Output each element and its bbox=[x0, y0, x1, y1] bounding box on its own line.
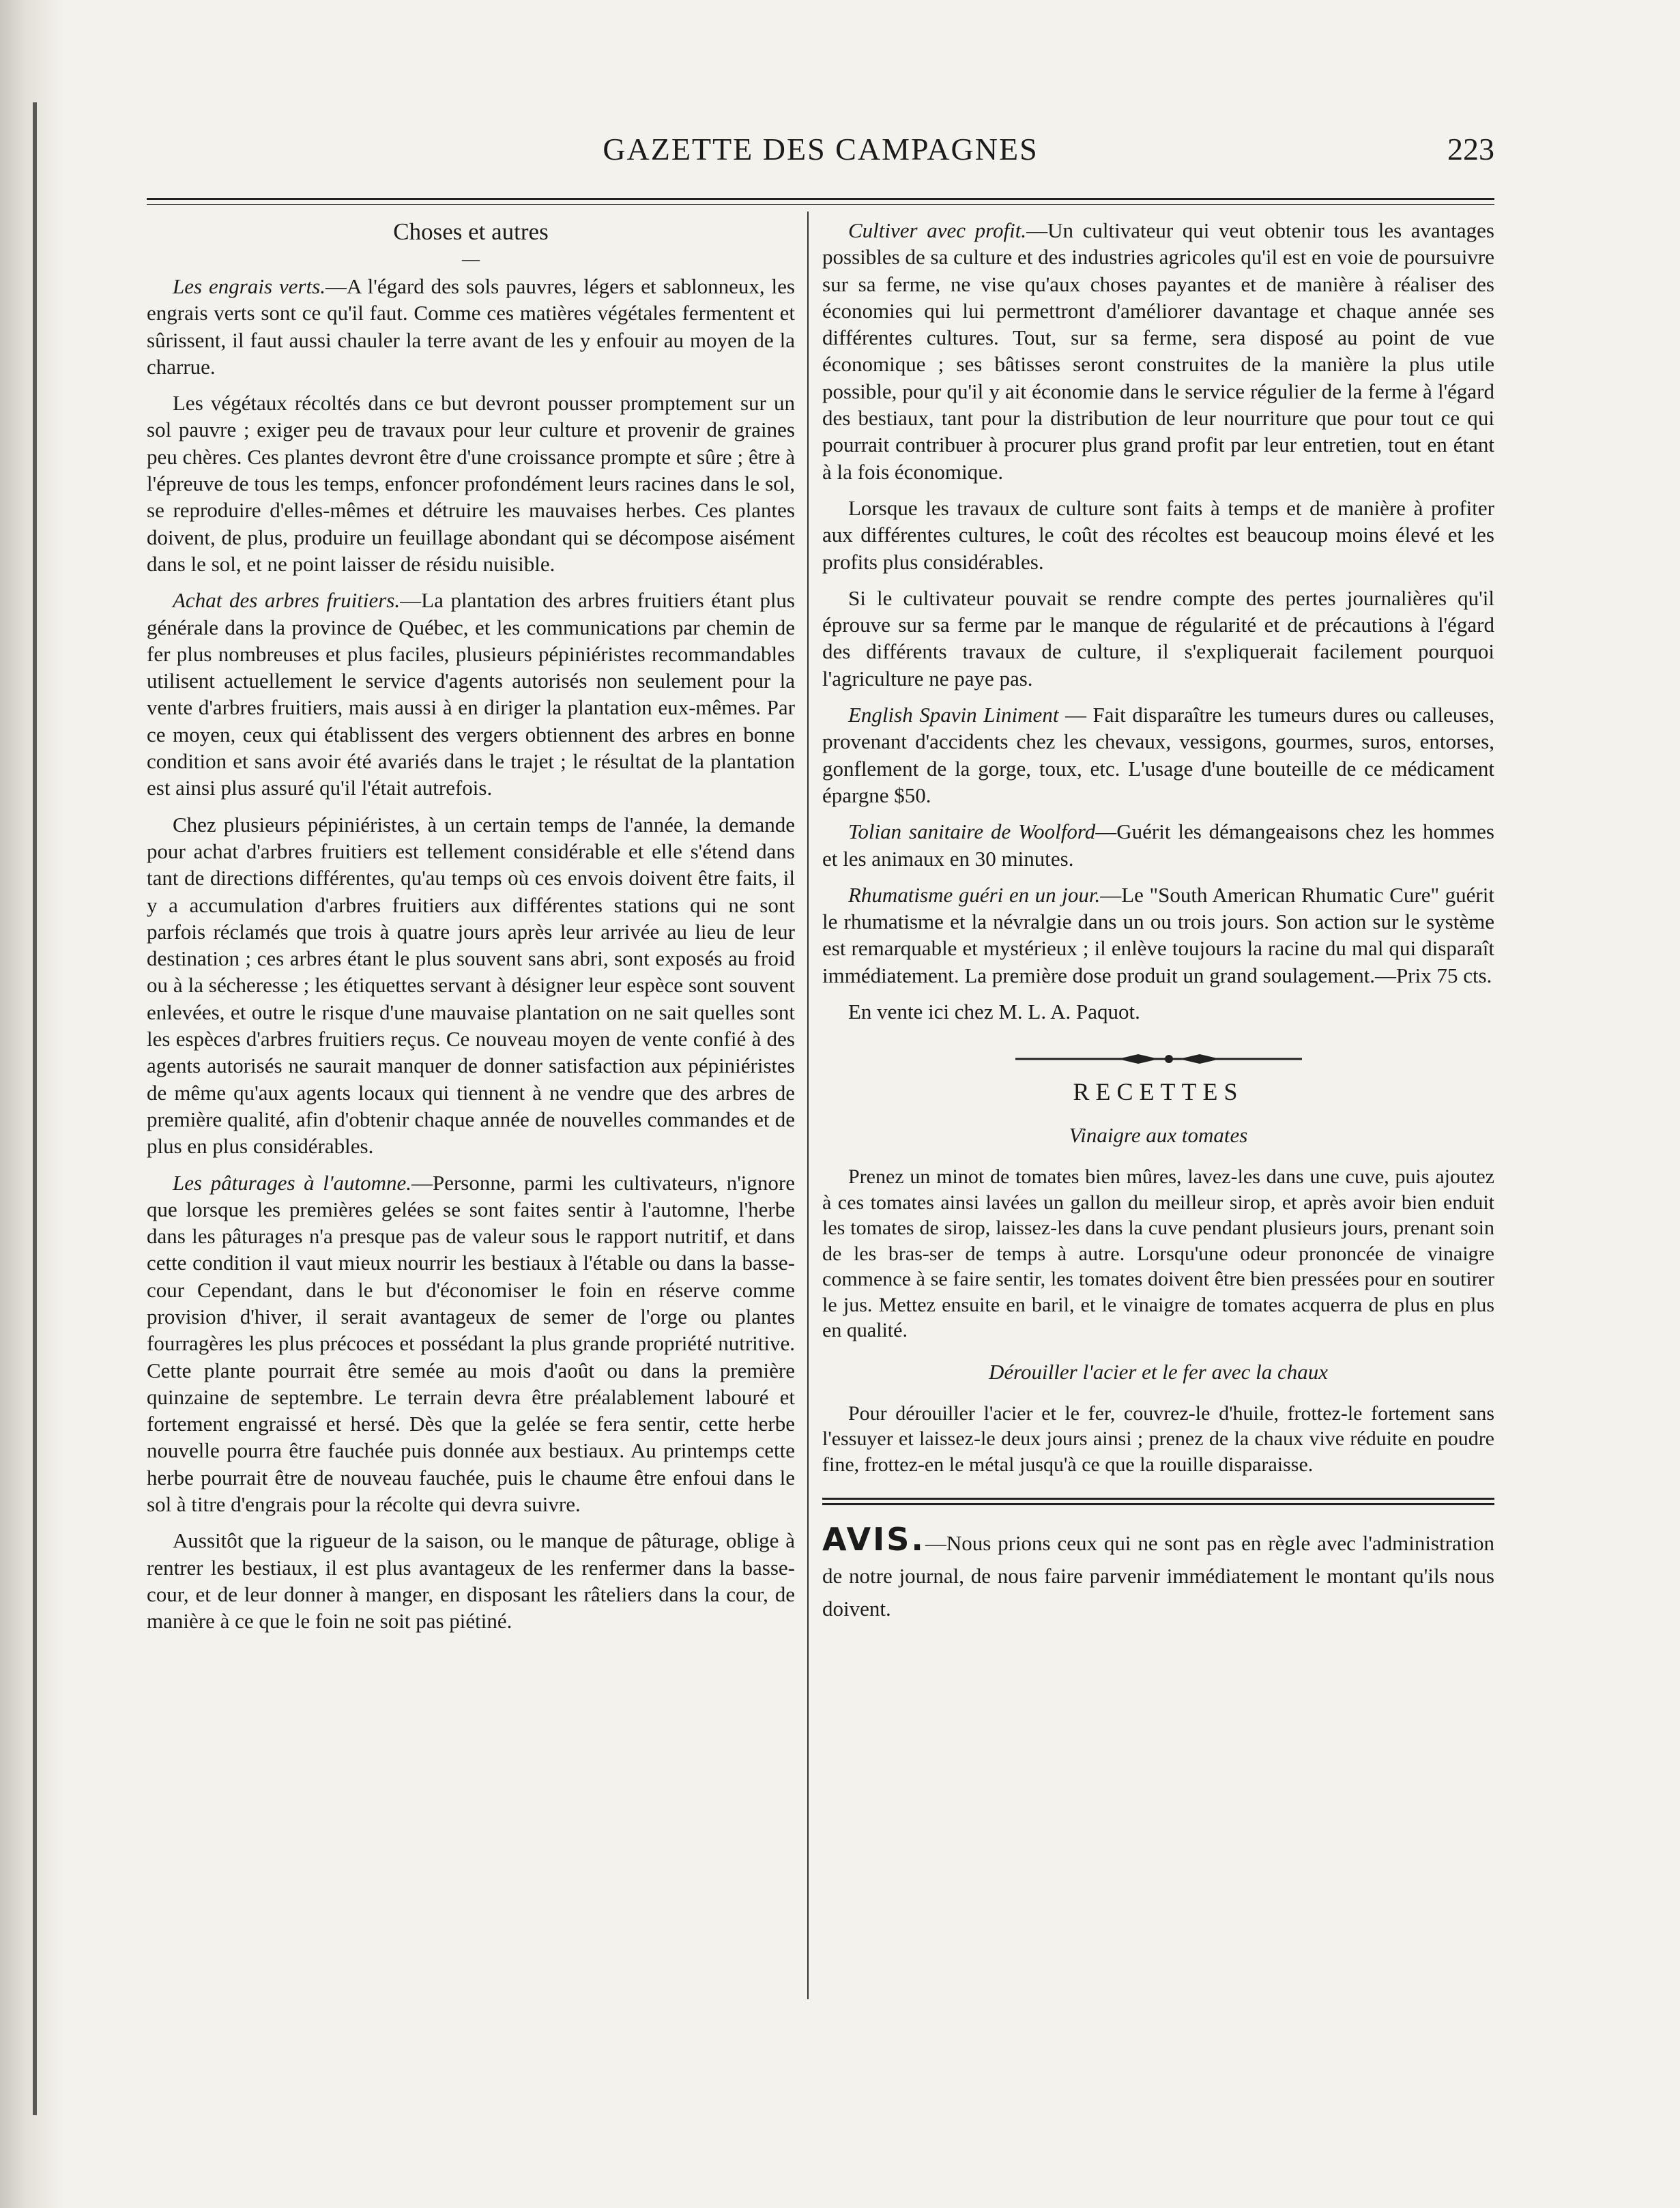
article-lead: Les engrais verts. bbox=[173, 274, 326, 298]
article-paragraph bbox=[822, 882, 1494, 989]
notice-rule bbox=[822, 1498, 1494, 1505]
article-lead: Les pâturages à l'automne. bbox=[173, 1170, 411, 1195]
ornament-rule-icon bbox=[1015, 1052, 1302, 1066]
article-text: —Le "South American Rhumatic Cure" guérit le rhumatisme et la névralgie dans un ou trois jours. Son action sur le système est remarquable et mystérieux ; il enlève toujours la racine du mal qui disparaît immédiatement. La première dose produit un grand soulagement.—Prix 75 cts. bbox=[822, 882, 1494, 987]
article-text: Lorsque les travaux de culture sont faits à temps et de manière à profiter aux différentes cultures, le coût des récoltes est beaucoup moins élevé et les profits plus considérables. bbox=[822, 495, 1494, 574]
article-paragraph bbox=[822, 998, 1494, 1025]
article-text: Si le cultivateur pouvait se rendre compte des pertes journalières qu'il éprouve sur sa ferme par le manque de régularité et de précautions à l'égard des différents travaux de culture, il s'expliquerait facilement pourquoi l'agriculture ne paye pas. bbox=[822, 585, 1494, 691]
article-paragraph bbox=[147, 1170, 795, 1518]
article-lead: Cultiver avec profit. bbox=[848, 218, 1027, 242]
article-text: —Guérit les démangeaisons chez les hommes et les animaux en 30 minutes. bbox=[822, 819, 1494, 871]
article-lead: Tolian sanitaire de Woolford bbox=[848, 819, 1096, 844]
article-lead: English Spavin Liniment bbox=[848, 703, 1059, 727]
article-lead: Rhumatisme guéri en un jour. bbox=[848, 882, 1101, 907]
article-text: —A l'égard des sols pauvres, légers et sablonneux, les engrais verts sont ce qu'il faut. Comme ces matières végétales fermentent et sûrissent, il faut aussi chauler la terre avant de les y enfouir au moyen de la charrue. bbox=[147, 274, 795, 379]
recipe-text: Prenez un minot de tomates bien mûres, lavez-les dans une cuve, puis ajoutez à ces tomates ainsi lavées un gallon du meilleur sirop, et après avoir bien enduit les tomates de sirop, laissez-les dans la cuve pendant plusieurs jours, prenant soin de les bras-ser de temps à autre. Lorsqu'une odeur prononcée de vinaigre commence à se faire sentir, les tomates doivent être bien pressées pour en soutirer le jus. Mettez ensuite en baril, et le vinaigre de tomates acquerra de plus en plus en qualité. bbox=[822, 1165, 1494, 1342]
column-divider bbox=[807, 212, 809, 1999]
article-text: Aussitôt que la rigueur de la saison, ou le manque de pâturage, oblige à rentrer les bestiaux, il est plus avantageux de les renfermer dans la basse-cour, et de leur donner à manger, en disposant les râteliers dans la cour, de manière à ce que le foin ne soit pas piétiné. bbox=[147, 1528, 795, 1633]
article-paragraph bbox=[822, 585, 1494, 692]
running-title: GAZETTE DES CAMPAGNES bbox=[603, 132, 1039, 166]
notice bbox=[822, 1523, 1494, 1625]
article-paragraph bbox=[147, 273, 795, 380]
article-text: — Fait disparaître les tumeurs dures ou calleuses, provenant d'accidents chez les chevaux, vessigons, gourmes, suros, entorses, gonflement de la gorge, toux, etc. L'usage d'une bouteille de ce médicament épargne $50. bbox=[822, 703, 1494, 807]
article-text: En vente ici chez M. L. A. Paquot. bbox=[848, 1000, 1140, 1024]
notice-label: AVIS. bbox=[822, 1521, 925, 1558]
article-text: —La plantation des arbres fruitiers étant plus générale dans la province de Québec, et les communications par chemin de fer plus nombreuses et plus faciles, plusieurs pépiniéristes recommandables utilisent actuellement le service d'agents autorisés non seulement pour la vente d'arbres fruitiers, mais aussi à en diriger la plantation eux-mêmes. Par ce moyen, ceux qui établissent des vergers obtiennent des arbres en bonne condition et sans avoir été avariés dans le trajet ; le résultat de la plantation est ainsi plus assuré qu'il l'était autrefois. bbox=[147, 588, 795, 800]
recipe-title: Vinaigre aux tomates bbox=[1069, 1123, 1248, 1148]
article-paragraph bbox=[147, 390, 795, 577]
recipe-title: Dérouiller l'acier et le fer avec la chaux bbox=[989, 1359, 1328, 1384]
title-dash: — bbox=[462, 249, 480, 269]
binding-edge bbox=[33, 102, 37, 2115]
article-paragraph bbox=[822, 818, 1494, 872]
page-header bbox=[147, 131, 1494, 172]
notice-text: —Nous prions ceux qui ne sont pas en règle avec l'administration de notre journal, de nous faire parvenir immédiatement le montant qu'ils nous doivent. bbox=[822, 1531, 1494, 1621]
article-text: Les végétaux récoltés dans ce but devront pousser promptement sur un sol pauvre ; exiger peu de travaux pour leur culture et provenir de graines peu chères. Ces plantes devront être d'une croissance prompte et sûre ; être à l'épreuve de tous les temps, enfoncer profondément leurs racines dans le sol, se reproduire d'elles-mêmes et détruire les mauvaises herbes. Ces plantes doivent, de plus, produire un feuillage abondant qui se décompose aisément dans le sol, et ne point laisser de résidu nuisible. bbox=[147, 391, 795, 576]
recipes-title: RECETTES bbox=[1073, 1078, 1244, 1106]
article-paragraph bbox=[147, 1527, 795, 1634]
article-paragraph bbox=[147, 811, 795, 1160]
article-paragraph bbox=[147, 587, 795, 801]
article-text: —Personne, parmi les cultivateurs, n'ignore que lorsque les premières gelées se sont faites sentir à l'automne, l'herbe dans les pâturages n'a presque pas de valeur sous le rapport nutritif, et dans cette condition il vaut mieux nourrir les bestiaux à l'étable ou dans la basse-cour Cependant, dans le but d'économiser le foin en réserve comme provision d'hiver, il serait avantageux de semer de l'orge ou plantes fourragères les plus précoces et possédant la plus grande propriété nutritive. Cette plante pourrait être semée au mois d'août ou dans la première quinzaine de septembre. Le terrain devra être préalablement labouré et fortement engraissé et hersé. Dès que la gelée se fera sentir, cette herbe nouvelle pourra être fauchée puis donnée aux bestiaux. Au printemps cette herbe pourrait être de nouveau fauchée, puis le chaume être enfoui dans le sol à titre d'engrais pour la récolte qui devra suivre. bbox=[147, 1170, 795, 1517]
recipe-text: Pour dérouiller l'acier et le fer, couvrez-le d'huile, frottez-le fortement sans l'essuyer et laissez-le deux jours ainsi ; prenez de la chaux vive réduite en poudre fine, frottez-en le métal jusqu'à ce que la rouille disparaisse. bbox=[822, 1401, 1494, 1476]
header-rule bbox=[147, 198, 1494, 205]
section-title: Choses et autres bbox=[393, 218, 549, 245]
article-paragraph bbox=[822, 217, 1494, 485]
article-text: —Un cultivateur qui veut obtenir tous les avantages possibles de sa culture et des industries agricoles qu'il est en voie de poursuivre sur sa ferme, ne vise qu'aux choses payantes et de manière à réaliser des économies qui lui permettront d'améliorer davantage et chaque année ses différentes cultures. Tout, sur sa ferme, sera disposé au point de vue économique ; ses bâtisses seront construites de la manière la plus utile possible, pour qu'il y ait économie dans le service régulier de la ferme à l'égard des bestiaux, tant pour la distribution de leur nourriture que pour tout ce qui pourrait contribuer à procurer plus grand profit par leur entretien, tout en étant à la fois économique. bbox=[822, 218, 1494, 484]
left-column bbox=[147, 217, 795, 1644]
article-paragraph bbox=[822, 495, 1494, 575]
article-lead: Achat des arbres fruitiers. bbox=[173, 588, 401, 613]
right-column bbox=[822, 217, 1494, 1635]
article-text: Chez plusieurs pépiniéristes, à un certain temps de l'année, la demande pour achat d'arbres fruitiers est tellement considérable et elle s'étend dans tant de directions différentes, qu'au temps où ces envois doivent être faits, il y a accumulation d'arbres fruitiers aux différentes stations qui ne sont parfois réclamés que trois à quatre jours après leur arrivée au lieu de leur destination ; ces arbres étant le plus souvent sans abri, sont exposés au froid ou à la sécheresse ; les étiquettes servant à désigner leur espèce sont souvent enlevées, et outre le risque d'une mauvaise plantation on ne sait quelles sont les espèces d'arbres fruitiers reçus. Ce nouveau moyen de vente confié à des agents autorisés ne saurait manquer de donner satisfaction aux pépiniéristes de même qu'aux agents locaux qui tiennent à ne vendre que des arbres de première qualité, afin d'obtenir chaque année de nouvelles commandes et de plus en plus considérables. bbox=[147, 812, 795, 1159]
page-number: 223 bbox=[1447, 132, 1494, 166]
article-paragraph bbox=[822, 701, 1494, 809]
